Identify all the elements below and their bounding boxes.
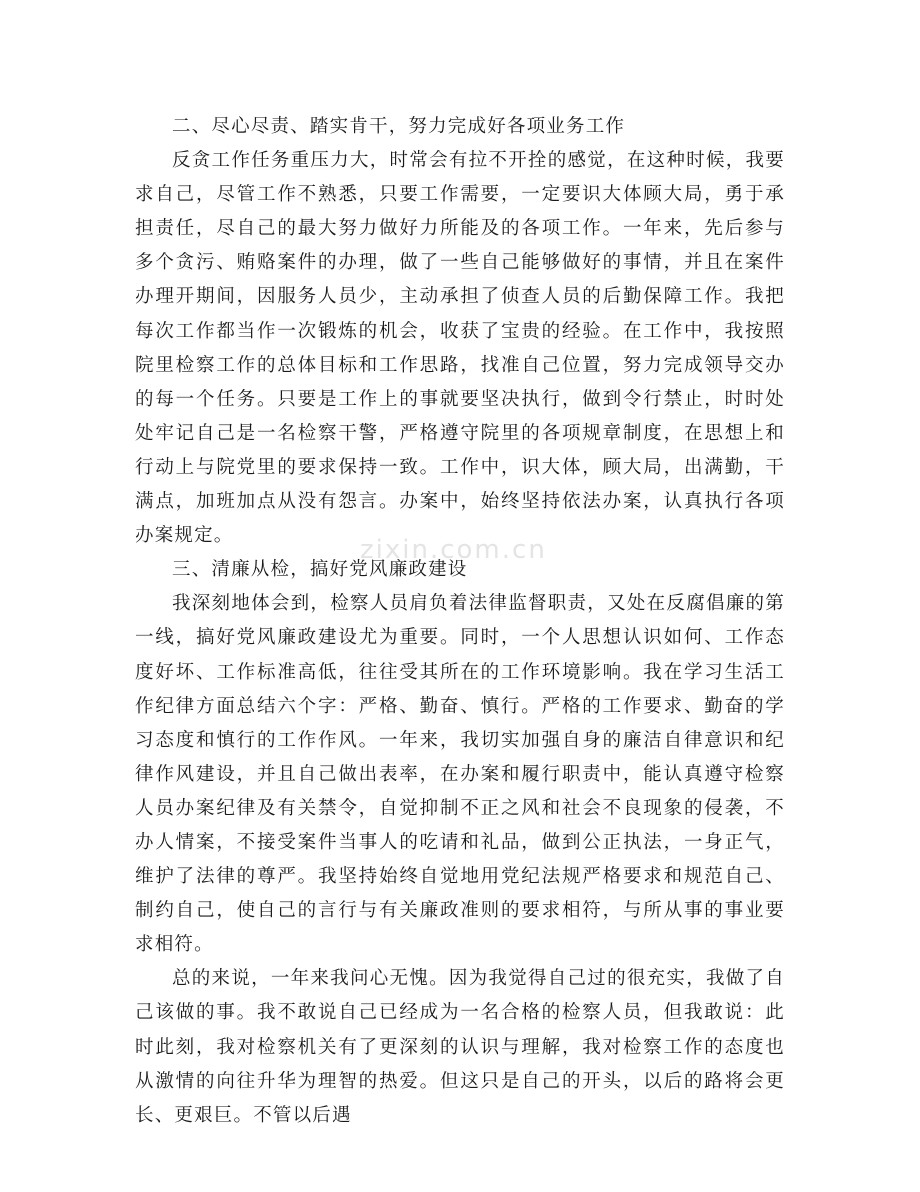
section-heading-3: 三、清廉从检，搞好党风廉政建设 bbox=[172, 559, 468, 581]
document-page bbox=[135, 110, 785, 1133]
conclusion-paragraph: 总的来说，一年来我问心无愧。因为我觉得自己过的很充实，我做了自己该做的事。我不敢说自己已经成为一名合格的检察人员，但我敢说：此时此刻，我对检察机关有了更深刻的认识与理解，我对检察工作的态度也从激情的向往升华为理智的热爱。但这只是自己的开头，以后的路将会更长、更艰巨。不管以后遇 bbox=[135, 968, 785, 1126]
section-paragraph-2: 反贪工作任务重压力大，时常会有拉不开拴的感觉，在这种时候，我要求自己，尽管工作不熟悉，只要工作需要，一定要识大体顾大局，勇于承担责任，尽自己的最大努力做好力所能及的各项工作。一年来，先后参与多个贪污、贿赂案件的办理，做了一些自己能够做好的事情，并且在案件办理开期间，因服务人员少，主动承担了侦查人员的后勤保障工作。我把每次工作都当作一次锻炼的机会，收获了宝贵的经验。在工作中，我按照院里检察工作的总体目标和工作思路，找准自己位置，努力完成领导交办的每一个任务。只要是工作上的事就要坚决执行，做到令行禁止，时时处处牢记自己是一名检察干警，严格遵守院里的各项规章制度，在思想上和行动上与院党里的要求保持一致。工作中，识大体，顾大局，出满勤，干满点，加班加点从没有怨言。办案中，始终坚持依法办案，认真执行各项办案规定。 bbox=[135, 150, 785, 547]
section-heading-2: 二、尽心尽责、踏实肯干，努力完成好各项业务工作 bbox=[172, 116, 626, 137]
watermark: zixin.com.cn bbox=[360, 535, 547, 565]
section-paragraph-3: 我深刻地体会到，检察人员肩负着法律监督职责，又处在反腐倡廉的第一线，搞好党风廉政建设尤为重要。同时，一个人思想认识如何、工作态度好坏、工作标准高低，往往受其所在的工作环境影响。我在学习生活工作纪律方面总结六个字：严格、勤奋、慎行。严格的工作要求、勤奋的学习态度和慎行的工作作风。一年来，我切实加强自身的廉洁自律意识和纪律作风建设，并且自己做出表率，在办案和履行职责中，能认真遵守检察人员办案纪律及有关禁令，自觉抑制不正之风和社会不良现象的侵袭，不办人情案，不接受案件当事人的吃请和礼品，做到公正执法，一身正气，维护了法律的尊严。我坚持始终自觉地用党纪法规严格要求和规范自己、制约自己，使自己的言行与有关廉政准则的要求相符，与所从事的事业要求相符。 bbox=[135, 593, 785, 956]
